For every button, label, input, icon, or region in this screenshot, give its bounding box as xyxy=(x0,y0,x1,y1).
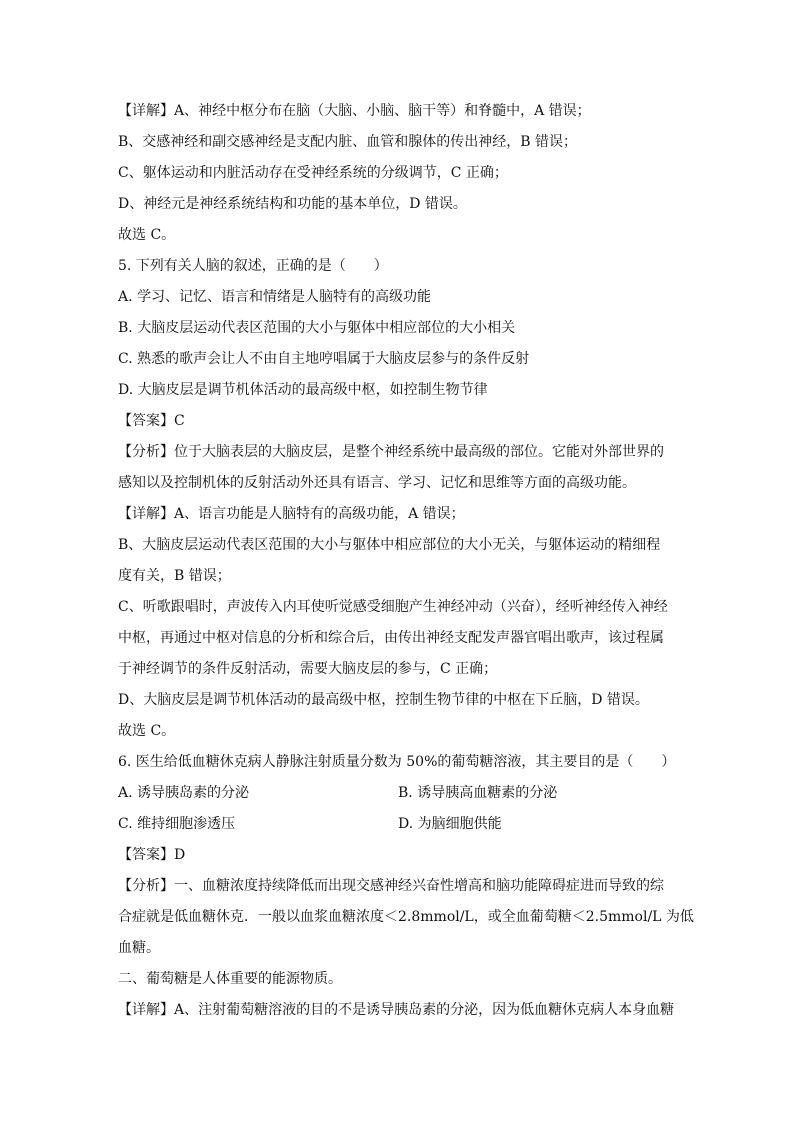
detail-tag: 【详解】 xyxy=(118,103,174,119)
q6-option-c: C. 维持细胞渗透压 xyxy=(118,816,236,832)
q6-analysis-2: 合症就是低血糖休克．一般以血浆血糖浓度＜2.8mmol/L，或全血葡萄糖＜2.5mmol/L 为低 xyxy=(118,909,694,925)
q6-analysis-1: 【分析】一、血糖浓度持续降低而出现交感神经兴奋性增高和脑功能障碍症进而导致的综 xyxy=(118,878,664,894)
q5-detail-b-1: B、大脑皮层运动代表区范围的大小与躯体中相应部位的大小无关，与躯体运动的精细程 xyxy=(118,537,661,553)
q6-analysis-3: 血糖。 xyxy=(118,940,160,956)
q5-detail-c-3: 于神经调节的条件反射活动，需要大脑皮层的参与，C 正确； xyxy=(118,661,498,677)
q5-option-c: C. 熟悉的歌声会让人不由自主地哼唱属于大脑皮层参与的条件反射 xyxy=(118,351,530,367)
q4-detail-d: D、神经元是神经系统结构和功能的基本单位，D 错误。 xyxy=(118,196,467,212)
q5-detail-d: D、大脑皮层是调节机体活动的最高级中枢，控制生物节律的中枢在下丘脑，D 错误。 xyxy=(118,692,649,708)
q6-answer xyxy=(118,840,678,871)
q6-analysis-4: 二、葡萄糖是人体重要的能源物质。 xyxy=(118,971,342,987)
q5-option-a: A. 学习、记忆、语言和情绪是人脑特有的高级功能 xyxy=(118,289,432,305)
analysis-tag: 【分析】 xyxy=(118,878,174,894)
detail-tag: 【详解】 xyxy=(118,1002,174,1018)
q6-option-a: A. 诱导胰岛素的分泌 xyxy=(118,785,250,801)
q4-detail-b: B、交感神经和副交感神经是支配内脏、血管和腺体的传出神经，B 错误； xyxy=(118,134,578,150)
q6-detail-a: 【详解】A、注射葡萄糖溶液的目的不是诱导胰岛素的分泌，因为低血糖休克病人本身血糖 xyxy=(118,1002,675,1018)
q6-options-row-2 xyxy=(118,809,678,840)
q5-analysis-1: 【分析】位于大脑表层的大脑皮层，是整个神经系统中最高级的部位。它能对外部世界的 xyxy=(118,444,664,460)
q6-options-row-1 xyxy=(118,778,678,809)
answer-value: C xyxy=(174,413,185,429)
q5-option-b: B. 大脑皮层运动代表区范围的大小与躯体中相应部位的大小相关 xyxy=(118,320,516,336)
answer-value: D xyxy=(174,847,186,863)
q4-detail-a: 【详解】A、神经中枢分布在脑（大脑、小脑、脑干等）和脊髓中，A 错误； xyxy=(118,103,591,119)
q5-answer xyxy=(118,406,678,437)
q4-conclusion: 故选 C。 xyxy=(118,227,176,243)
detail-tag: 【详解】 xyxy=(118,506,174,522)
document-page xyxy=(118,96,694,1026)
q5-analysis-2: 感知以及控制机体的反射活动外还具有语言、学习、记忆和思维等方面的高级功能。 xyxy=(118,475,636,491)
q6-option-d: D. 为脑细胞供能 xyxy=(398,816,502,832)
q5-conclusion: 故选 C。 xyxy=(118,723,176,739)
q5-detail-a: 【详解】A、语言功能是人脑特有的高级功能，A 错误； xyxy=(118,506,465,522)
q5-stem: 5. 下列有关人脑的叙述，正确的是（ ） xyxy=(118,258,388,274)
q5-detail-c-2: 中枢，再通过中枢对信息的分析和综合后，由传出神经支配发声器官唱出歌声，该过程属 xyxy=(118,630,664,646)
q4-detail-c: C、躯体运动和内脏活动存在受神经系统的分级调节，C 正确； xyxy=(118,165,508,181)
q6-stem: 6. 医生给低血糖休克病人静脉注射质量分数为 50%的葡萄糖溶液，其主要目的是（ ） xyxy=(118,754,676,770)
answer-tag: 【答案】 xyxy=(118,413,174,429)
q5-option-d: D. 大脑皮层是调节机体活动的最高级中枢，如控制生物节律 xyxy=(118,382,488,398)
q6-option-b: B. 诱导胰高血糖素的分泌 xyxy=(398,785,558,801)
answer-tag: 【答案】 xyxy=(118,847,174,863)
q5-detail-c-1: C、听歌跟唱时，声波传入内耳使听觉感受细胞产生神经冲动（兴奋），经听神经传入神经 xyxy=(118,599,668,615)
q5-detail-b-2: 度有关，B 错误； xyxy=(118,568,231,584)
analysis-tag: 【分析】 xyxy=(118,444,174,460)
